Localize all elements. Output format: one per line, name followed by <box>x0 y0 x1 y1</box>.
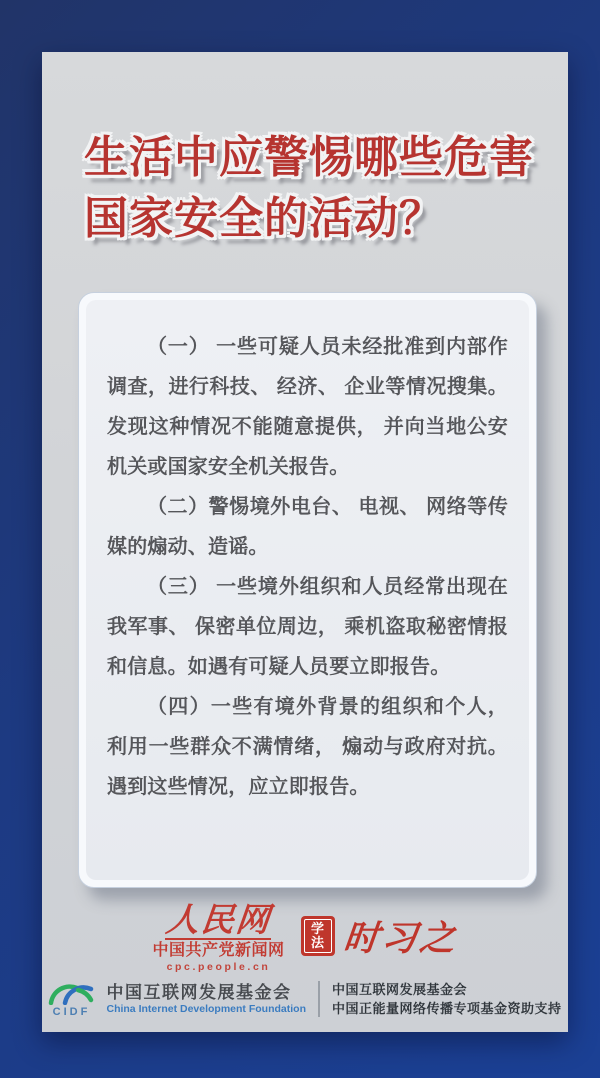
title-line-2: 国家安全的活动？ <box>84 194 444 243</box>
poster-card <box>42 52 568 1032</box>
footer-cidf-credit <box>42 980 568 1018</box>
paragraph-2: （二）警惕境外电台、 电视、 网络等传媒的煽动、造谣。 <box>107 496 508 558</box>
people-daily-site-name: 中国共产党新闻网 <box>152 941 285 959</box>
content-panel <box>78 292 537 888</box>
cidf-support-line-1: 中国互联网发展基金会 <box>332 982 468 997</box>
title-line-1: 生活中应警惕哪些危害 <box>84 133 534 182</box>
cidf-support-line-2: 中国正能量网络传播专项基金资助支持 <box>332 1001 562 1016</box>
xuefa-badge-icon <box>301 916 335 956</box>
content-text-area <box>86 300 529 880</box>
paragraph-4: （四）一些有境外背景的组织和个人， 利用一些群众不满情绪， 煽动与政府对抗。遇到这些情况，应立即报告。 <box>107 696 508 798</box>
xuefa-shixizhi-logo <box>301 911 458 961</box>
cidf-name-cn: 中国互联网发展基金会 <box>106 983 292 1002</box>
cidf-name-en: China Internet Development Foundation <box>106 1003 306 1015</box>
footer-media-logos <box>42 900 568 973</box>
paragraph-3: （三） 一些境外组织和人员经常出现在我军事、 保密单位周边， 乘机盗取秘密情报和信息。如遇有可疑人员要立即报告。 <box>107 576 508 678</box>
xuefa-badge-frame <box>304 919 332 953</box>
xuefa-badge-char-bottom: 法 <box>310 935 324 950</box>
people-daily-logo <box>152 900 285 974</box>
shixizhi-wordmark: 时习之 <box>341 919 460 958</box>
cidf-support-block <box>332 980 562 1018</box>
cidf-arcs-icon <box>48 981 94 1005</box>
people-daily-script-icon: 人民网 <box>164 900 273 938</box>
footer-vertical-divider <box>318 981 320 1017</box>
paragraph-1: （一） 一些可疑人员未经批准到内部作调查，进行科技、 经济、 企业等情况搜集。发现这种情况不能随意提供， 并向当地公安机关或国家安全机关报告。 <box>107 336 508 478</box>
cidf-abbr-label: CIDF <box>52 1005 91 1018</box>
xuefa-badge-char-top: 学 <box>310 921 324 936</box>
poster-title <box>84 127 534 249</box>
people-daily-url: cpc.people.cn <box>166 960 271 973</box>
cidf-name-block <box>106 982 306 1016</box>
cidf-logo <box>48 981 94 1018</box>
